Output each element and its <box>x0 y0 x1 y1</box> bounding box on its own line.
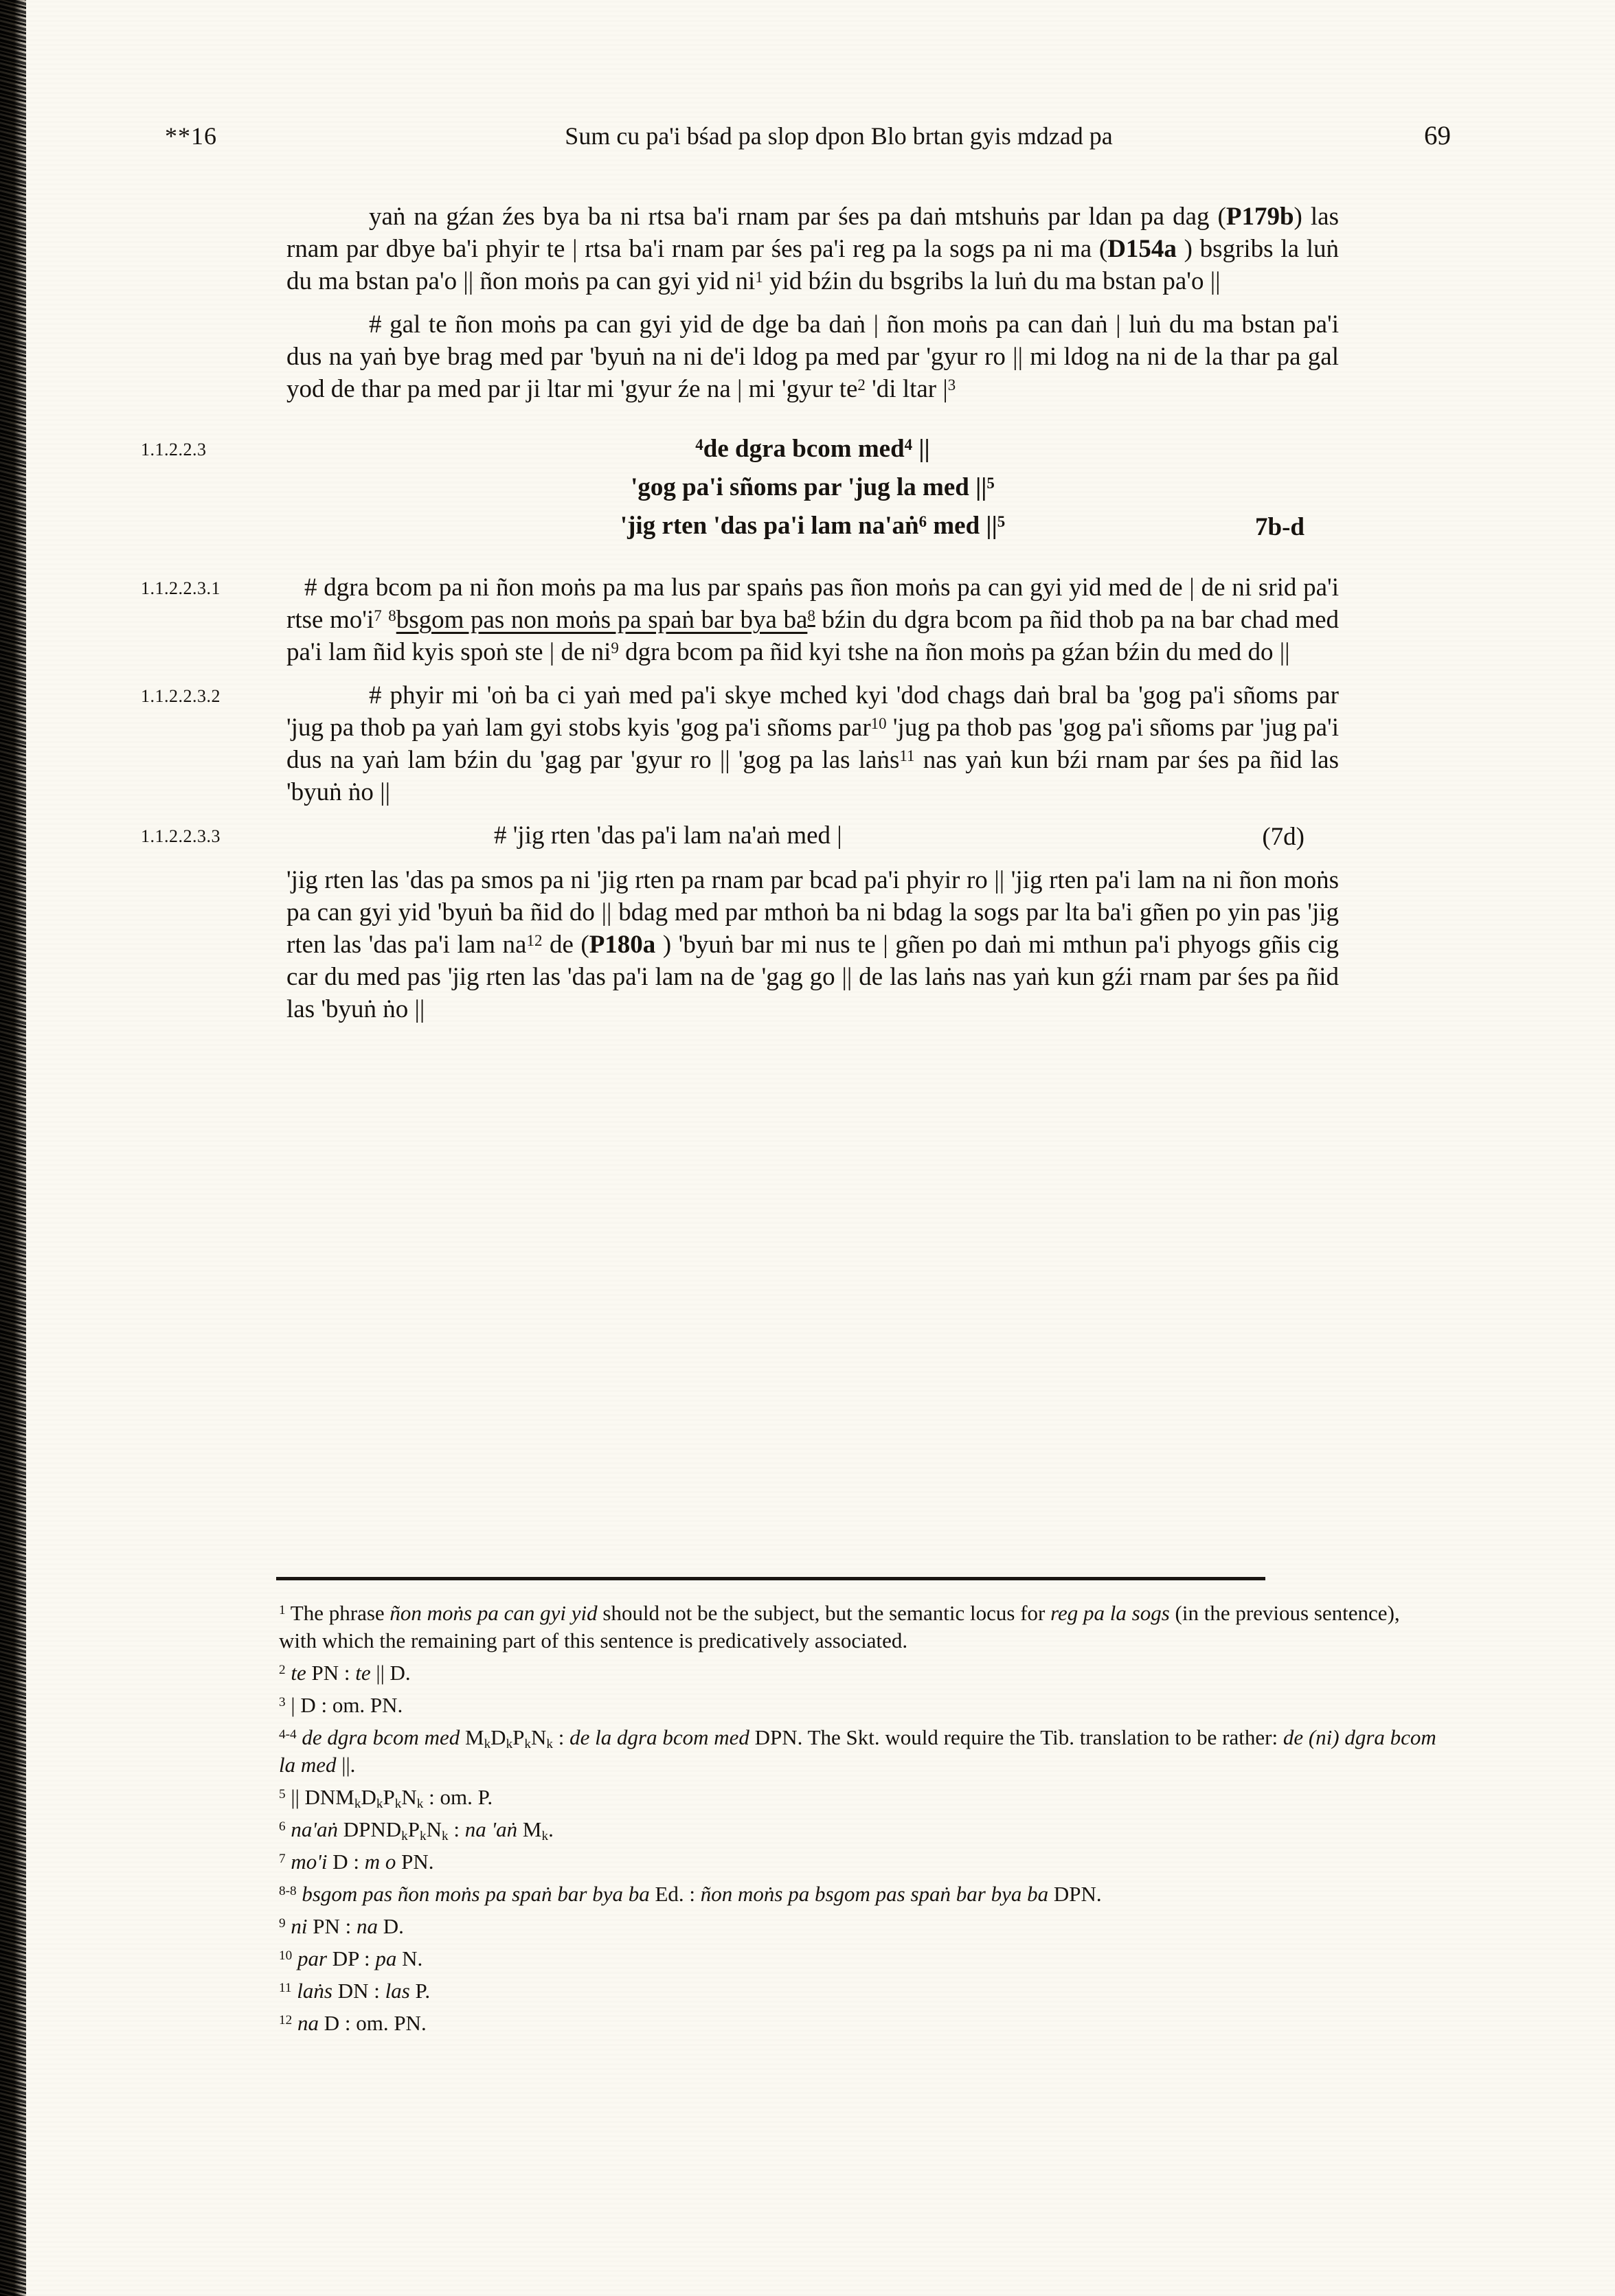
paragraph-text: # 'jig rten 'das pa'i lam na'aṅ med | <box>494 821 842 850</box>
paragraph <box>141 679 1339 808</box>
folio-mark: **16 <box>165 122 217 150</box>
section-number: 1.1.2.2.3.2 <box>141 686 221 706</box>
main-text-block <box>141 201 1340 1036</box>
verse-line: 'jig rten 'das pa'i lam na'aṅ$^6$ med $||^5$ <box>620 512 1006 540</box>
footnote: $^{8-8}$ bsgom pas ñon moṅs pa spaṅ bar bya ba Ed. : ñon moṅs pa bsgom pas spaṅ bar bya ba DPN. <box>279 1882 1102 1906</box>
footnote-separator-rule <box>276 1577 1265 1580</box>
footnote: $^{12}$ na D : om. PN. <box>279 2011 427 2035</box>
footnote: $^2$ te PN : te || D. <box>279 1661 411 1685</box>
paragraph-text: # dgra bcom pa ni ñon moṅs pa ma lus par spaṅs pas ñon moṅs pa can gyi yid med de | de ni srid pa'i rtse $mo'i^7$ $^8$bsgom pas non moṅs pa spaṅ bar bya $ba^8$ bźin du dgra bcom pa ñid thob pa na bar chad med pa'i lam ñid kyis spoṅ ste | de $ni^9$ dgra bcom pa ñid kyi tshe na ñon moṅs pa gźan bźin du med do || <box>286 573 1340 666</box>
verse-reference: 7b-d <box>1255 513 1305 541</box>
footnote: $^3$ | D : om. PN. <box>279 1693 403 1717</box>
footnote: $^9$ ni PN : na D. <box>279 1914 404 1938</box>
scan-edge-artifact <box>0 0 26 2296</box>
footnotes-section <box>279 1577 1441 2042</box>
section-number: 1.1.2.2.3.3 <box>141 826 221 846</box>
running-header <box>165 121 1451 151</box>
footnote: $^7$ mo'i D : m o PN. <box>279 1850 434 1874</box>
paragraph-text: # phyir mi 'oṅ ba ci yaṅ med pa'i skye mched kyi 'dod chags daṅ bral ba 'gog pa'i sñoms par 'jug pa thob pa yaṅ lam gyi stobs kyis 'gog pa'i sñoms par$^{10}$ 'jug pa thob pas 'gog pa'i sñoms par 'jug pa'i dus na yaṅ lam bźin du 'gag par 'gyur ro || 'gog pa las laṅs$^{11}$ nas yaṅ kun bźi rnam par śes pa ñid las 'byuṅ ṅo || <box>286 681 1339 806</box>
paragraph: 'jig rten las 'das pa smos pa ni 'jig rten pa rnam par bcad pa'i phyir ro || 'jig rten pa'i lam na ni ñon moṅs pa can gyi yid 'byuṅ ba ñid do || bdag med par mthoṅ ba ni bdag la sogs par lta ba'i gñen po yin pas 'jig rten las 'das pa'i lam $na^{12}$ de (P180a ) 'byuṅ bar mi nus te | gñen po daṅ mi mthun pa'i phyogs gñis cig car du med pas 'jig rten las 'das pa'i lam na de 'gag go || de las laṅs nas yaṅ kun gźi rnam par śes pa ñid las 'byuṅ ṅo || <box>286 866 1339 1023</box>
paragraph <box>141 571 1340 668</box>
section-number: 1.1.2.2.3 <box>141 440 207 459</box>
footnote: $^5$ || DNMkDkPkNk : om. P. <box>279 1785 493 1811</box>
verse-block <box>141 430 1339 545</box>
paragraph <box>141 819 1339 852</box>
footnote: $^{10}$ par DP : pa N. <box>279 1946 423 1970</box>
verse-line: 'gog pa'i sñoms par 'jug la med $||^5$ <box>631 473 995 501</box>
page-number: 69 <box>1424 121 1451 150</box>
footnote: $^{11}$ laṅs DN : las P. <box>279 1979 431 2003</box>
paragraph: # gal te ñon moṅs pa can gyi yid de dge ba daṅ | ñon moṅs pa can daṅ | luṅ du ma bstan pa'i dus na yaṅ bye brag med par 'byuṅ na ni de'i ldog pa med par 'gyur ro || mi ldog na ni de la thar pa gal yod de thar pa med par ji ltar mi 'gyur źe na | mi 'gyur $te^2$ 'di ltar $|^3$ <box>286 310 1339 403</box>
verse-line: $^4$de dgra bcom med$^4$ || <box>695 435 930 463</box>
section-number: 1.1.2.2.3.1 <box>141 578 221 598</box>
footnote: $^1$ The phrase ñon moṅs pa can gyi yid should not be the subject, but the semantic locus for reg pa la sogs (in the previous sentence), with which the remaining part of this sentence is predicatively associated. <box>279 1601 1400 1652</box>
footnote: $^6$ na'aṅ DPNDkPkNk : na 'aṅ Mk. <box>279 1817 554 1843</box>
verse-reference: (7d) <box>1262 823 1305 851</box>
paragraph: yaṅ na gźan źes bya ba ni rtsa ba'i rnam par śes pa daṅ mtshuṅs par ldan pa dag (P179b) las rnam par dbye ba'i phyir te | rtsa ba'i rnam par śes pa'i reg pa la sogs pa ni ma (D154a ) bsgribs la luṅ du ma bstan pa'o || ñon moṅs pa can gyi yid $ni^1$ yid bźin du bsgribs la luṅ du ma bstan pa'o || <box>286 203 1339 295</box>
footnote: $^{4-4}$ de dgra bcom med MkDkPkNk : de la dgra bcom med DPN. The Skt. would require the Tib. translation to be rather: de (ni) dgra bcom la med ||. <box>279 1725 1436 1777</box>
running-title: Sum cu pa'i bśad pa slop dpon Blo brtan gyis mdzad pa <box>565 122 1113 150</box>
